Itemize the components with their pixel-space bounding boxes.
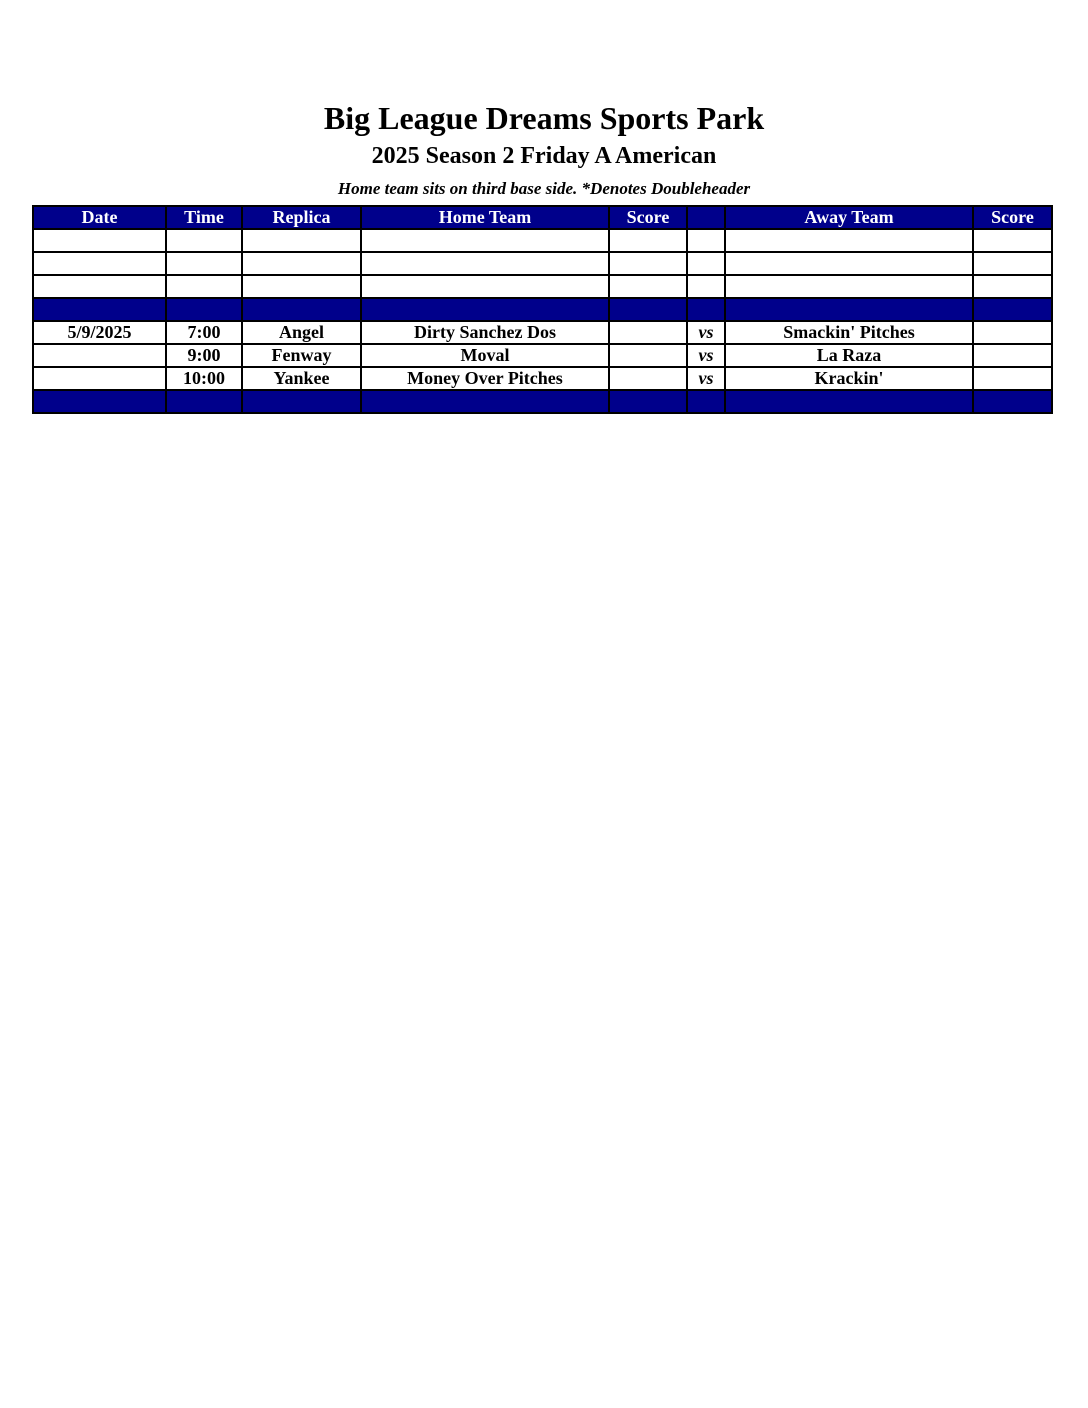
table-cell	[609, 229, 687, 252]
table-cell	[687, 229, 725, 252]
table-cell	[33, 275, 166, 298]
game-replica: Angel	[242, 321, 361, 344]
table-cell	[973, 252, 1052, 275]
col-away-score: Score	[973, 206, 1052, 229]
col-time: Time	[166, 206, 242, 229]
band-cell	[166, 390, 242, 413]
home-score	[609, 344, 687, 367]
table-cell	[166, 229, 242, 252]
table-cell	[973, 275, 1052, 298]
empty-row	[33, 229, 1052, 252]
game-replica: Fenway	[242, 344, 361, 367]
away-team: La Raza	[725, 344, 973, 367]
band-cell	[609, 390, 687, 413]
vs-label: vs	[687, 367, 725, 390]
away-team: Smackin' Pitches	[725, 321, 973, 344]
home-score	[609, 321, 687, 344]
separator-band	[33, 298, 1052, 321]
band-cell	[361, 390, 609, 413]
col-vs	[687, 206, 725, 229]
empty-row	[33, 275, 1052, 298]
table-cell	[242, 229, 361, 252]
home-score	[609, 367, 687, 390]
table-cell	[361, 229, 609, 252]
table-cell	[973, 229, 1052, 252]
band-cell	[361, 298, 609, 321]
table-cell	[33, 252, 166, 275]
vs-label: vs	[687, 344, 725, 367]
vs-label: vs	[687, 321, 725, 344]
away-score	[973, 321, 1052, 344]
table-cell	[166, 275, 242, 298]
game-row	[33, 321, 1052, 344]
col-home-score: Score	[609, 206, 687, 229]
table-cell	[609, 275, 687, 298]
band-cell	[687, 298, 725, 321]
band-cell	[242, 390, 361, 413]
game-date	[33, 367, 166, 390]
schedule-table	[32, 205, 1053, 414]
page-title: Big League Dreams Sports Park	[323, 100, 765, 136]
table-cell	[725, 229, 973, 252]
away-team: Krackin'	[725, 367, 973, 390]
col-away-team: Away Team	[725, 206, 973, 229]
band-cell	[973, 298, 1052, 321]
band-cell	[242, 298, 361, 321]
table-cell	[242, 252, 361, 275]
home-team: Moval	[361, 344, 609, 367]
table-cell	[361, 252, 609, 275]
table-cell	[725, 275, 973, 298]
game-replica: Yankee	[242, 367, 361, 390]
band-cell	[609, 298, 687, 321]
table-cell	[687, 252, 725, 275]
col-replica: Replica	[242, 206, 361, 229]
home-team: Dirty Sanchez Dos	[361, 321, 609, 344]
table-cell	[166, 252, 242, 275]
header-row	[33, 206, 1052, 229]
band-cell	[973, 390, 1052, 413]
band-cell	[687, 390, 725, 413]
separator-band	[33, 390, 1052, 413]
home-team: Money Over Pitches	[361, 367, 609, 390]
away-score	[973, 344, 1052, 367]
table-cell	[242, 275, 361, 298]
table-cell	[33, 229, 166, 252]
game-date: 5/9/2025	[33, 321, 166, 344]
empty-row	[33, 252, 1052, 275]
band-cell	[33, 390, 166, 413]
band-cell	[166, 298, 242, 321]
game-time: 10:00	[166, 367, 242, 390]
game-date	[33, 344, 166, 367]
col-date: Date	[33, 206, 166, 229]
game-time: 9:00	[166, 344, 242, 367]
col-home-team: Home Team	[361, 206, 609, 229]
away-score	[973, 367, 1052, 390]
doubleheader-note: Home team sits on third base side. *Denotes Doubleheader	[337, 179, 751, 198]
band-cell	[725, 390, 973, 413]
game-time: 7:00	[166, 321, 242, 344]
table-cell	[609, 252, 687, 275]
game-row	[33, 344, 1052, 367]
table-cell	[725, 252, 973, 275]
page-subtitle: 2025 Season 2 Friday A American	[371, 143, 717, 169]
table-cell	[687, 275, 725, 298]
game-row	[33, 367, 1052, 390]
table-cell	[361, 275, 609, 298]
band-cell	[33, 298, 166, 321]
band-cell	[725, 298, 973, 321]
